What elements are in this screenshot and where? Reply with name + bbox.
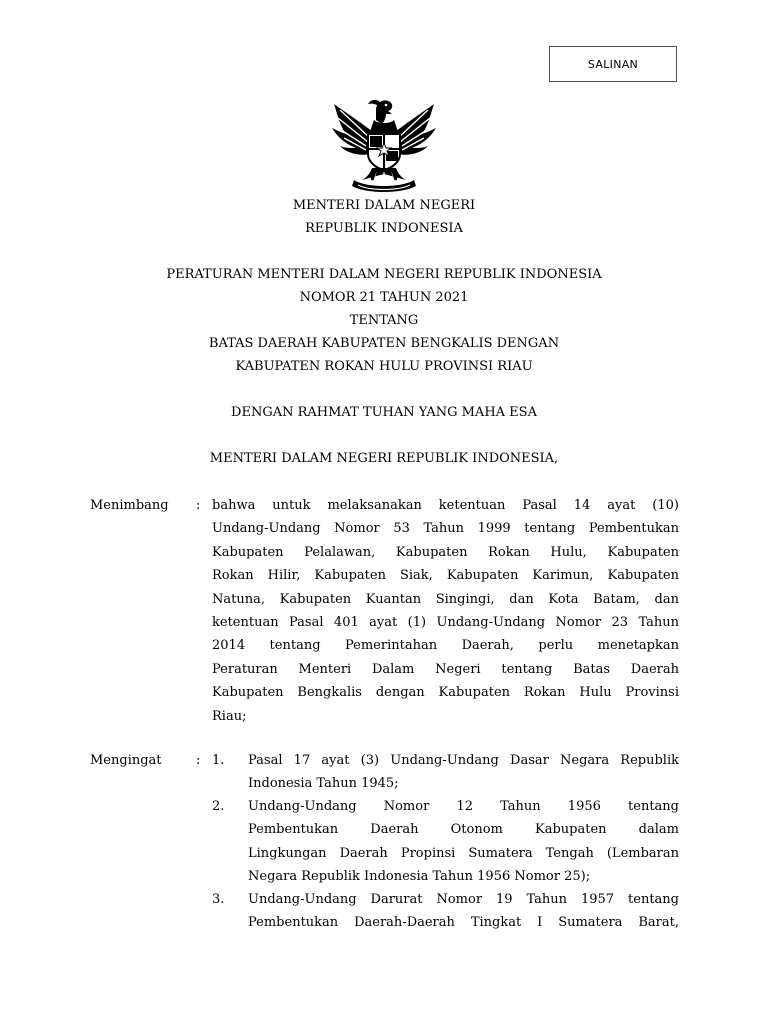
title-line-5: KABUPATEN ROKAN HULU PROVINSI RIAU [235, 359, 533, 374]
menimbang-line: Riau; [212, 708, 247, 724]
menteri-line: MENTERI DALAM NEGERI REPUBLIK INDONESIA, [209, 451, 559, 466]
mengingat-item-number: 3. [212, 892, 225, 907]
mengingat-item-line: Pembentukan Daerah-Daerah Tingkat I Sumatera Barat, [248, 915, 679, 931]
mengingat-item [248, 749, 679, 796]
menimbang-line: ketentuan Pasal 401 ayat (1) Undang-Undang Nomor 23 Tahun [212, 615, 679, 631]
mengingat-item-line: Pasal 17 ayat (3) Undang-Undang Dasar Negara Republik [248, 753, 679, 768]
garuda-pancasila-emblem-icon [326, 96, 442, 194]
menimbang-paragraph [212, 494, 679, 728]
header-line-1: MENTERI DALAM NEGERI [292, 198, 476, 213]
mengingat-item-line: Undang-Undang Darurat Nomor 19 Tahun 1957 tentang [248, 892, 679, 907]
mengingat-label: Mengingat [90, 753, 162, 768]
menimbang-line: Rokan Hilir, Kabupaten Siak, Kabupaten Karimun, Kabupaten [212, 568, 679, 584]
menimbang-line: Kabupaten Pelalawan, Kabupaten Rokan Hulu, Kabupaten [212, 544, 679, 560]
mengingat-item-line: Indonesia Tahun 1945; [248, 776, 399, 792]
mengingat-item-line: Pembentukan Daerah Otonom Kabupaten dalam [248, 822, 679, 838]
mengingat-item [248, 795, 679, 889]
menimbang-line: Natuna, Kabupaten Kuantan Singingi, dan Kota Batam, dan [212, 591, 679, 607]
menimbang-line: Undang-Undang Nomor 53 Tahun 1999 tentang Pembentukan [212, 521, 679, 537]
title-line-4: BATAS DAERAH KABUPATEN BENGKALIS DENGAN [208, 336, 560, 351]
menimbang-line: 2014 tentang Pemerintahan Daerah, perlu menetapkan [212, 638, 679, 654]
rahmat-line: DENGAN RAHMAT TUHAN YANG MAHA ESA [231, 405, 537, 420]
mengingat-colon: : [196, 753, 201, 768]
salinan-stamp: SALINAN [549, 46, 677, 82]
menimbang-line: Kabupaten Bengkalis dengan Kabupaten Rokan Hulu Provinsi [212, 685, 679, 701]
menimbang-line: bahwa untuk melaksanakan ketentuan Pasal 14 ayat (10) [212, 498, 679, 513]
mengingat-item-line: Negara Republik Indonesia Tahun 1956 Nomor 25); [248, 869, 591, 885]
menimbang-colon: : [196, 498, 201, 513]
title-line-2: NOMOR 21 TAHUN 2021 [299, 290, 469, 305]
mengingat-item [248, 888, 679, 935]
title-line-1: PERATURAN MENTERI DALAM NEGERI REPUBLIK INDONESIA [166, 267, 602, 282]
menimbang-line: Peraturan Menteri Dalam Negeri tentang Batas Daerah [212, 661, 679, 677]
menimbang-label: Menimbang [90, 498, 169, 513]
header-line-2: REPUBLIK INDONESIA [305, 221, 463, 236]
mengingat-item-number: 1. [212, 753, 225, 768]
title-line-3: TENTANG [349, 313, 419, 328]
mengingat-item-line: Undang-Undang Nomor 12 Tahun 1956 tentang [248, 799, 679, 814]
mengingat-item-number: 2. [212, 799, 225, 814]
mengingat-item-line: Lingkungan Daerah Propinsi Sumatera Tengah (Lembaran [248, 845, 679, 861]
